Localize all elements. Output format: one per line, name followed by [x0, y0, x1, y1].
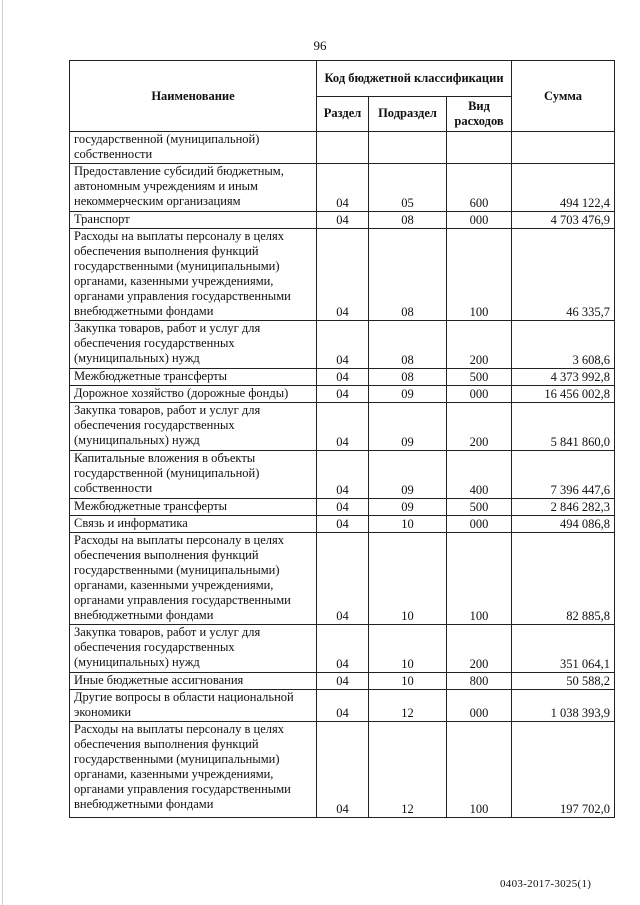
row-expense-type: 800 — [447, 673, 512, 690]
row-sum: 197 702,0 — [512, 722, 615, 818]
row-name: государственной (муниципальной) собственности — [70, 132, 317, 164]
header-name: Наименование — [70, 61, 317, 132]
footer-code: 0403-2017-3025(1) — [500, 878, 592, 890]
row-section: 04 — [317, 212, 369, 229]
row-sum: 351 064,1 — [512, 625, 615, 673]
row-expense-type: 100 — [447, 229, 512, 321]
table-row — [70, 403, 615, 451]
row-subsection: 12 — [369, 690, 447, 722]
row-sum — [512, 132, 615, 164]
row-sum: 50 588,2 — [512, 673, 615, 690]
row-name: Закупка товаров, работ и услуг для обеспечения государственных (муниципальных) нужд — [70, 625, 317, 673]
table-row — [70, 722, 615, 818]
row-subsection: 08 — [369, 229, 447, 321]
row-name: Другие вопросы в области национальной экономики — [70, 690, 317, 722]
row-sum: 4 703 476,9 — [512, 212, 615, 229]
row-name: Дорожное хозяйство (дорожные фонды) — [70, 386, 317, 403]
table-row — [70, 212, 615, 229]
table-row — [70, 386, 615, 403]
budget-table — [69, 60, 615, 818]
row-name: Капитальные вложения в объекты государственной (муниципальной) собственности — [70, 451, 317, 499]
table-row — [70, 690, 615, 722]
row-sum: 4 373 992,8 — [512, 369, 615, 386]
row-name: Связь и информатика — [70, 516, 317, 533]
row-section: 04 — [317, 321, 369, 369]
row-name: Закупка товаров, работ и услуг для обеспечения государственных (муниципальных) нужд — [70, 403, 317, 451]
row-expense-type: 100 — [447, 722, 512, 818]
row-subsection: 09 — [369, 386, 447, 403]
row-expense-type: 600 — [447, 164, 512, 212]
row-subsection: 10 — [369, 516, 447, 533]
row-name: Межбюджетные трансферты — [70, 499, 317, 516]
row-section: 04 — [317, 229, 369, 321]
row-expense-type: 500 — [447, 499, 512, 516]
row-expense-type: 200 — [447, 321, 512, 369]
table-row — [70, 132, 615, 164]
row-section: 04 — [317, 516, 369, 533]
row-subsection: 08 — [369, 212, 447, 229]
row-sum: 46 335,7 — [512, 229, 615, 321]
row-expense-type — [447, 132, 512, 164]
row-expense-type: 500 — [447, 369, 512, 386]
row-subsection: 08 — [369, 321, 447, 369]
row-section: 04 — [317, 690, 369, 722]
row-sum: 7 396 447,6 — [512, 451, 615, 499]
row-sum: 16 456 002,8 — [512, 386, 615, 403]
row-name: Расходы на выплаты персоналу в целях обеспечения выполнения функций государственными (муниципальными) органами, казенными учреждениями, органами управления государственными внебюджетными фондами — [70, 722, 317, 818]
row-section: 04 — [317, 386, 369, 403]
row-subsection — [369, 132, 447, 164]
table-row — [70, 499, 615, 516]
row-name: Расходы на выплаты персоналу в целях обеспечения выполнения функций государственными (муниципальными) органами, казенными учреждениями, органами управления государственными внебюджетными фондами — [70, 229, 317, 321]
row-section: 04 — [317, 533, 369, 625]
row-expense-type: 100 — [447, 533, 512, 625]
row-expense-type: 000 — [447, 516, 512, 533]
header-expense-type: Вид расходов — [447, 96, 512, 132]
row-name: Межбюджетные трансферты — [70, 369, 317, 386]
row-section: 04 — [317, 451, 369, 499]
row-name: Транспорт — [70, 212, 317, 229]
row-expense-type: 000 — [447, 212, 512, 229]
row-sum: 1 038 393,9 — [512, 690, 615, 722]
row-subsection: 09 — [369, 403, 447, 451]
row-name: Закупка товаров, работ и услуг для обеспечения государственных (муниципальных) нужд — [70, 321, 317, 369]
page-number: 96 — [313, 38, 327, 53]
row-sum: 5 841 860,0 — [512, 403, 615, 451]
row-section: 04 — [317, 722, 369, 818]
header-code-group: Код бюджетной классификации — [317, 61, 512, 97]
row-expense-type: 200 — [447, 625, 512, 673]
table-row — [70, 625, 615, 673]
row-sum: 494 086,8 — [512, 516, 615, 533]
row-section: 04 — [317, 499, 369, 516]
row-sum: 82 885,8 — [512, 533, 615, 625]
row-name: Предоставление субсидий бюджетным, автономным учреждениям и иным некоммерческим организациям — [70, 164, 317, 212]
row-name: Расходы на выплаты персоналу в целях обеспечения выполнения функций государственными (муниципальными) органами, казенными учреждениями, органами управления государственными внебюджетными фондами — [70, 533, 317, 625]
row-expense-type: 000 — [447, 690, 512, 722]
row-subsection: 10 — [369, 625, 447, 673]
row-subsection: 10 — [369, 673, 447, 690]
row-subsection: 12 — [369, 722, 447, 818]
row-section: 04 — [317, 673, 369, 690]
row-subsection: 10 — [369, 533, 447, 625]
row-expense-type: 200 — [447, 403, 512, 451]
row-section: 04 — [317, 403, 369, 451]
row-sum: 2 846 282,3 — [512, 499, 615, 516]
row-name: Иные бюджетные ассигнования — [70, 673, 317, 690]
row-section: 04 — [317, 369, 369, 386]
row-section: 04 — [317, 164, 369, 212]
table-row — [70, 369, 615, 386]
table-row — [70, 533, 615, 625]
row-subsection: 05 — [369, 164, 447, 212]
row-subsection: 08 — [369, 369, 447, 386]
row-section — [317, 132, 369, 164]
table-row — [70, 164, 615, 212]
row-subsection: 09 — [369, 499, 447, 516]
row-section: 04 — [317, 625, 369, 673]
row-sum: 494 122,4 — [512, 164, 615, 212]
row-expense-type: 000 — [447, 386, 512, 403]
header-section: Раздел — [317, 96, 369, 132]
table-row — [70, 229, 615, 321]
table-body — [70, 132, 615, 818]
table-row — [70, 516, 615, 533]
row-subsection: 09 — [369, 451, 447, 499]
table-row — [70, 451, 615, 499]
table-row — [70, 321, 615, 369]
row-sum: 3 608,6 — [512, 321, 615, 369]
header-sum: Сумма — [512, 61, 615, 132]
page-edge — [2, 0, 3, 905]
table-row — [70, 673, 615, 690]
header-subsection: Подраздел — [369, 96, 447, 132]
row-expense-type: 400 — [447, 451, 512, 499]
